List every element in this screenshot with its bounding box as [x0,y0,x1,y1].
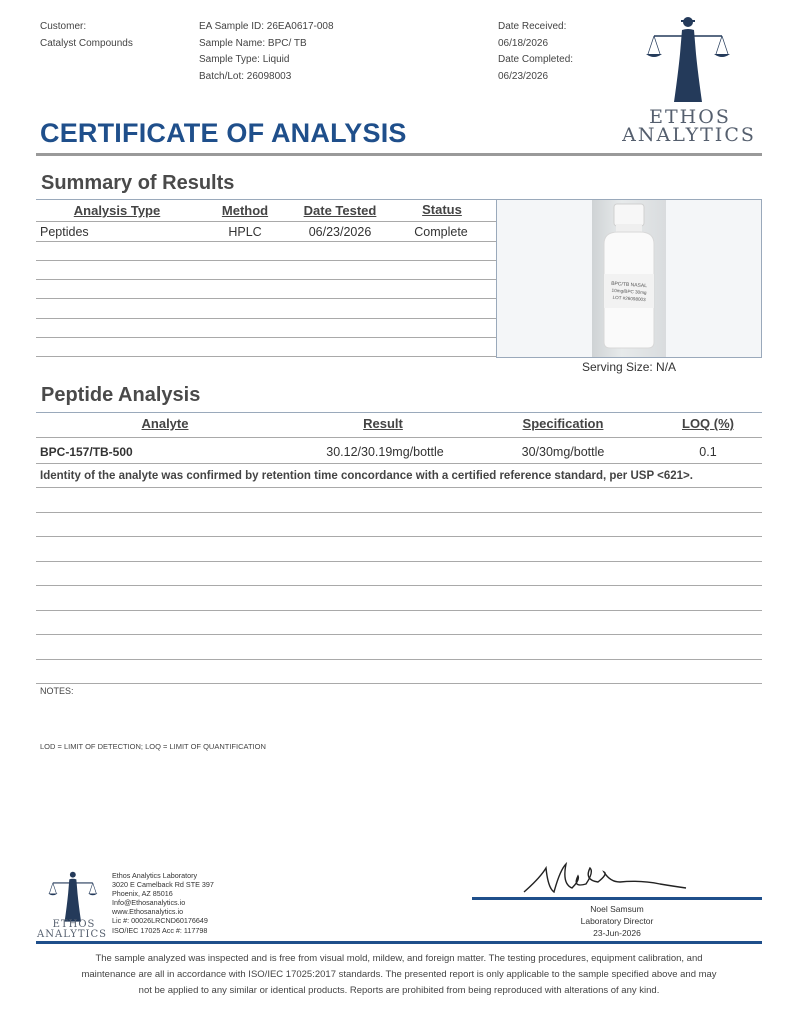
page-title: CERTIFICATE OF ANALYSIS [40,118,407,148]
bottle-label-line1: BPC/TB NASAL [610,280,648,290]
date-received: 06/18/2026 [498,37,549,49]
peptide-header-line [36,437,762,438]
peptide-top-line [36,412,762,413]
signature [520,858,690,898]
summary-top-line [36,199,496,200]
title-divider [36,153,762,156]
identity-note: Identity of the analyte was confirmed by retention time concordance with a certified reference standard, per USP <621>. [40,470,693,482]
lab-iso: ISO/IEC 17025 Acc #: 117798 [112,925,208,935]
product-photo [592,200,666,357]
customer-block [40,19,133,52]
col-status: Status [422,202,462,217]
table-row-line [36,634,762,635]
disclaimer-line2: maintenance are all in accordance with ISO/IEC 17025:2017 standards. The presented report is only applicable to the sample specified above and may [81,969,717,980]
table-row-line [36,610,762,611]
table-row-line [36,683,762,684]
table-row-line [36,298,496,299]
col-specification: Specification [522,416,604,431]
signature-scribble [520,858,690,898]
summary-type-cell: Peptides [40,225,89,239]
analyte-cell: BPC-157/TB-500 [40,445,133,459]
col-analysis-type: Analysis Type [73,203,161,218]
lab-email: Info@Ethosanalytics.io [112,898,186,908]
date-completed-label: Date Completed: [498,54,574,65]
table-row-line [36,260,496,261]
table-row-line [36,356,496,357]
sample-block [199,19,334,85]
dates-block [498,19,573,85]
sample-type: Sample Type: Liquid [199,54,290,65]
footer-logo-line2: ANALYTICS [37,929,107,940]
result-cell: 30.12/30.19mg/bottle [326,445,444,459]
col-analyte: Analyte [141,416,189,431]
sample-id: EA Sample ID: 26EA0617-008 [199,21,334,32]
footer-divider [36,941,762,944]
col-date-tested: Date Tested [303,203,377,218]
specification-cell: 30/30mg/bottle [521,445,605,459]
customer-name: Catalyst Compounds [40,37,133,49]
footer-logo-line1: ETHOS [52,919,96,930]
logo-line1: ETHOS [649,106,731,128]
signatory-name: Noel Samsum [590,904,644,914]
lab-info [112,871,214,935]
justice-figure-icon [38,870,110,924]
table-row-line [36,463,762,464]
signatory-block [472,903,762,939]
bottle-label-line2: 10mg/BPC 30mg [611,287,647,296]
signatory-role: Laboratory Director [580,916,654,926]
ethos-logo [640,14,740,106]
lab-web: www.Ethosanalytics.io [112,907,184,917]
table-row-line [36,585,762,586]
bottle-image [592,200,666,357]
justice-figure-icon [640,14,740,106]
batch-lot: Batch/Lot: 26098003 [199,70,292,82]
disclaimer [36,951,762,999]
table-row-line [36,318,496,319]
summary-heading: Summary of Results [41,172,235,194]
customer-label: Customer: [40,21,87,32]
col-loq: LOQ (%) [682,416,734,431]
logo-line2: ANALYTICS [622,124,756,146]
loq-cell: 0.1 [699,445,717,459]
sample-name: Sample Name: BPC/ TB [199,37,307,49]
bottle-label-line3: LOT #26098003 [612,294,646,303]
table-row-line [36,512,762,513]
date-received-label: Date Received: [498,21,567,32]
table-row-line [36,487,762,488]
date-completed: 06/23/2026 [498,70,549,82]
lab-address2: Phoenix, AZ 85016 [112,889,173,899]
col-result: Result [363,416,403,431]
lod-loq-legend: LOD = LIMIT OF DETECTION; LOQ = LIMIT OF QUANTIFICATION [40,742,266,751]
table-row-line [36,241,496,242]
table-row-line [36,659,762,660]
signature-line [472,897,762,900]
product-photo-frame [496,199,762,358]
table-row-line [36,536,762,537]
notes-label: NOTES: [40,686,74,696]
summary-status-cell: Complete [414,225,468,239]
disclaimer-line1: The sample analyzed was inspected and is free from visual mold, mildew, and foreign matter. The testing procedures, equipment calibration, and [95,953,703,964]
table-row-line [36,337,496,338]
table-row-line [36,279,496,280]
table-row-line [36,561,762,562]
serving-size: Serving Size: N/A [582,360,677,374]
summary-date-cell: 06/23/2026 [308,225,372,239]
disclaimer-line3: not be applied to any similar or identical products. Reports are prohibited from being reproduced with alterations of any kind. [138,985,660,996]
lab-address1: 3020 E Camelback Rd STE 397 [112,880,214,890]
lab-name: Ethos Analytics Laboratory [112,871,198,880]
col-method: Method [221,203,269,218]
summary-method-cell: HPLC [228,225,262,239]
peptide-heading: Peptide Analysis [41,384,201,406]
lab-license: Lic #: 00026LRCND60176649 [112,916,208,926]
signature-date: 23-Jun-2026 [593,928,641,938]
summary-header-line [36,221,496,222]
